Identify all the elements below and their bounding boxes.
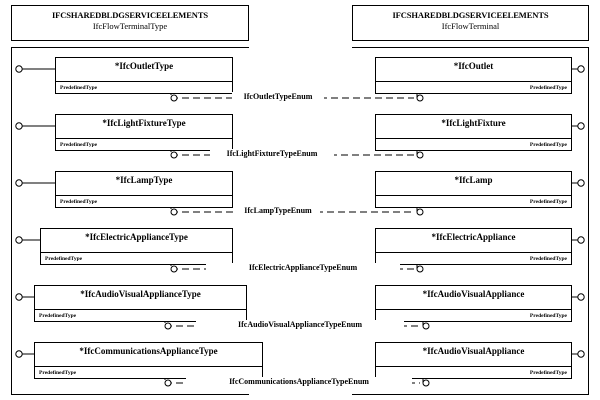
header-box-left — [11, 5, 249, 41]
entity-box-left-2[interactable] — [55, 114, 233, 151]
box-divider — [56, 138, 232, 139]
entity-title: *IfcOutletType — [114, 61, 174, 71]
entity-title: *IfcAudioVisualAppliance — [422, 289, 525, 299]
box-divider — [376, 195, 571, 196]
attribute-predefinedtype: PredefinedType — [529, 85, 567, 91]
entity-box-right-5[interactable] — [375, 285, 572, 322]
header-right-entity: IfcFlowTerminal — [441, 20, 500, 31]
box-divider — [376, 366, 571, 367]
attribute-predefinedtype: PredefinedType — [529, 256, 567, 262]
entity-box-right-6[interactable] — [375, 342, 572, 379]
box-divider — [56, 81, 232, 82]
attribute-predefinedtype: PredefinedType — [60, 199, 98, 205]
attribute-predefinedtype: PredefinedType — [529, 142, 567, 148]
box-divider — [41, 252, 232, 253]
header-right-schema: IFCSHAREDBLDGSERVICEELEMENTS — [392, 10, 549, 20]
box-divider — [376, 252, 571, 253]
header-left-entity: IfcFlowTerminalType — [92, 20, 168, 31]
entity-box-right-1[interactable] — [375, 57, 572, 94]
box-divider — [376, 81, 571, 82]
attribute-predefinedtype: PredefinedType — [529, 199, 567, 205]
entity-box-left-4[interactable] — [40, 228, 233, 265]
entity-box-right-3[interactable] — [375, 171, 572, 208]
enum-label-6: IfcCommunicationsApplianceTypeEnum — [186, 377, 412, 386]
entity-title: *IfcAudioVisualApplianceType — [80, 289, 201, 299]
attribute-predefinedtype: PredefinedType — [39, 313, 77, 319]
box-divider — [376, 138, 571, 139]
box-divider — [56, 195, 232, 196]
entity-title: *IfcLampType — [115, 175, 173, 185]
entity-title: *IfcOutlet — [453, 61, 494, 71]
enum-label-2: IfcLightFixtureTypeEnum — [210, 149, 334, 158]
entity-title: *IfcElectricAppliance — [431, 232, 516, 242]
entity-box-left-5[interactable] — [34, 285, 247, 322]
entity-title: *IfcLamp — [454, 175, 493, 185]
entity-title: *IfcLightFixtureType — [102, 118, 186, 128]
entity-box-right-4[interactable] — [375, 228, 572, 265]
attribute-predefinedtype: PredefinedType — [45, 256, 83, 262]
box-divider — [376, 309, 571, 310]
entity-box-left-6[interactable] — [34, 342, 263, 379]
box-divider — [35, 366, 262, 367]
box-divider — [35, 309, 246, 310]
entity-title: *IfcAudioVisualAppliance — [422, 346, 525, 356]
attribute-predefinedtype: PredefinedType — [529, 313, 567, 319]
enum-label-1: IfcOutletTypeEnum — [232, 92, 324, 101]
header-left-schema: IFCSHAREDBLDGSERVICEELEMENTS — [51, 10, 209, 20]
enum-label-5: IfcAudioVisualApplianceTypeEnum — [196, 320, 404, 329]
attribute-predefinedtype: PredefinedType — [60, 142, 98, 148]
enum-label-3: IfcLampTypeEnum — [236, 206, 320, 215]
entity-title: *IfcElectricApplianceType — [85, 232, 188, 242]
entity-title: *IfcLightFixture — [441, 118, 506, 128]
attribute-predefinedtype: PredefinedType — [39, 370, 77, 376]
entity-box-left-3[interactable] — [55, 171, 233, 208]
enum-label-4: IfcElectricApplianceTypeEnum — [206, 263, 400, 272]
attribute-predefinedtype: PredefinedType — [529, 370, 567, 376]
attribute-predefinedtype: PredefinedType — [60, 85, 98, 91]
entity-box-right-2[interactable] — [375, 114, 572, 151]
entity-title: *IfcCommunicationsApplianceType — [79, 346, 218, 356]
header-box-right — [352, 5, 589, 41]
entity-box-left-1[interactable] — [55, 57, 233, 94]
